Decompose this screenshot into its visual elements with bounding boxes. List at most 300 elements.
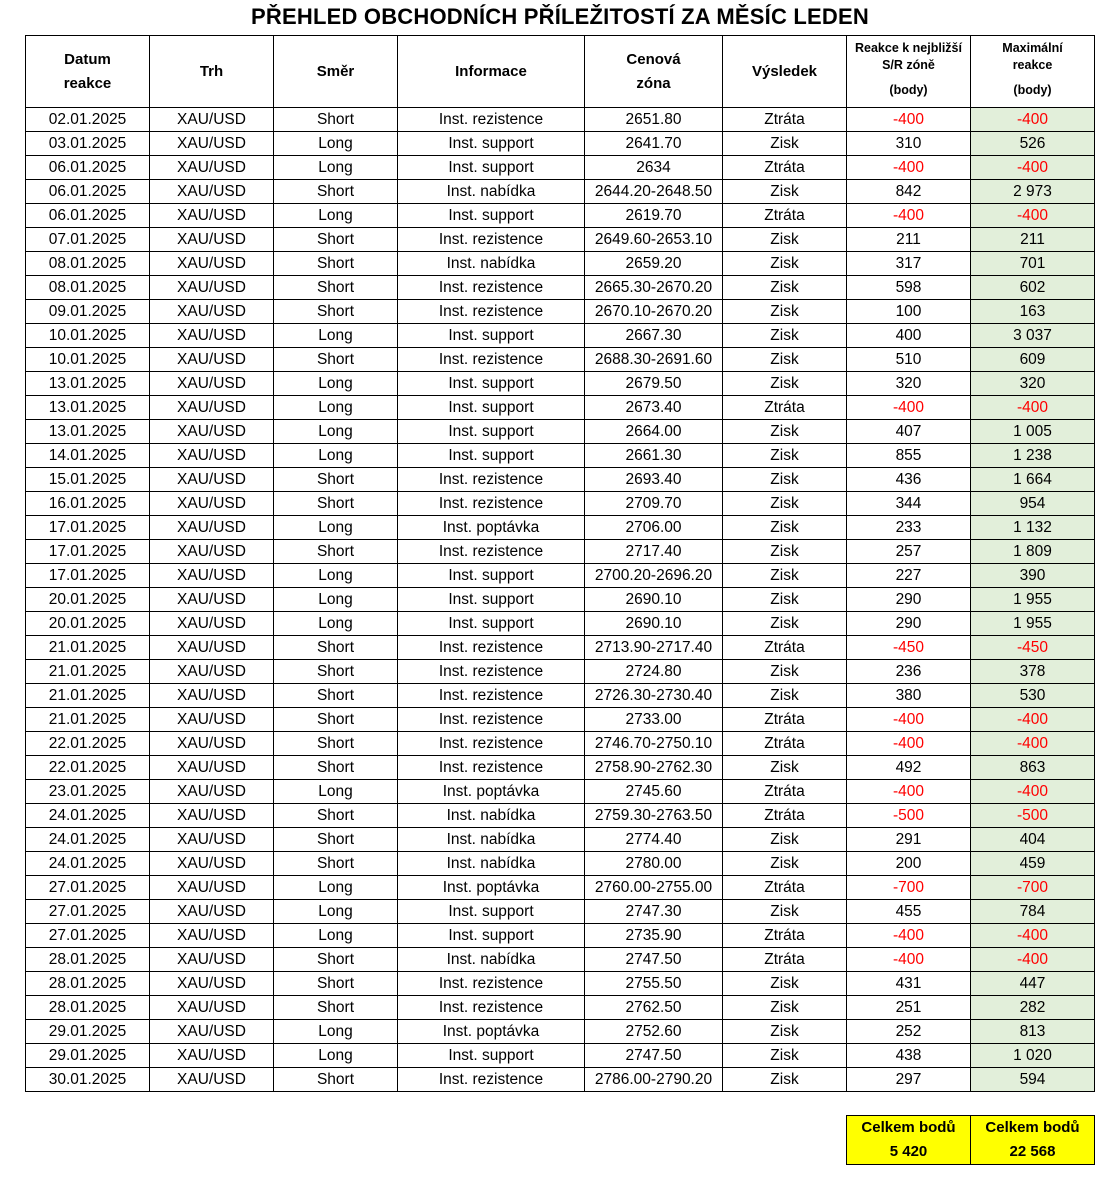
totals-row — [847, 1116, 1095, 1165]
table-row — [26, 588, 1095, 612]
cell-result: Ztráta — [723, 780, 847, 804]
cell-max: 1 132 — [971, 516, 1095, 540]
table-row — [26, 756, 1095, 780]
cell-date: 17.01.2025 — [26, 564, 150, 588]
cell-result: Zisk — [723, 1068, 847, 1092]
cell-max: 404 — [971, 828, 1095, 852]
cell-result: Ztráta — [723, 924, 847, 948]
table-row — [26, 492, 1095, 516]
cell-zone: 2661.30 — [585, 444, 723, 468]
cell-result: Zisk — [723, 996, 847, 1020]
header-max-line1: Maximální — [1002, 41, 1063, 55]
cell-info: Inst. rezistence — [398, 540, 585, 564]
cell-max: -450 — [971, 636, 1095, 660]
cell-result: Zisk — [723, 348, 847, 372]
cell-reaction: -400 — [847, 204, 971, 228]
cell-direction: Short — [274, 828, 398, 852]
header-direction: Směr — [274, 36, 398, 108]
cell-zone: 2755.50 — [585, 972, 723, 996]
cell-max: -400 — [971, 156, 1095, 180]
cell-result: Zisk — [723, 228, 847, 252]
cell-market: XAU/USD — [150, 996, 274, 1020]
cell-reaction: 438 — [847, 1044, 971, 1068]
cell-info: Inst. support — [398, 324, 585, 348]
cell-direction: Long — [274, 516, 398, 540]
cell-result: Zisk — [723, 300, 847, 324]
cell-market: XAU/USD — [150, 468, 274, 492]
cell-market: XAU/USD — [150, 204, 274, 228]
cell-zone: 2733.00 — [585, 708, 723, 732]
header-max-unit: (body) — [1013, 83, 1052, 97]
cell-result: Ztráta — [723, 804, 847, 828]
cell-zone: 2679.50 — [585, 372, 723, 396]
header-date-line2: reakce — [63, 74, 112, 92]
cell-max: 163 — [971, 300, 1095, 324]
table-body — [26, 108, 1095, 1092]
cell-zone: 2690.10 — [585, 588, 723, 612]
cell-market: XAU/USD — [150, 516, 274, 540]
cell-date: 21.01.2025 — [26, 636, 150, 660]
cell-market: XAU/USD — [150, 684, 274, 708]
cell-direction: Short — [274, 996, 398, 1020]
total-reaction-cell — [847, 1116, 971, 1165]
cell-market: XAU/USD — [150, 564, 274, 588]
cell-market: XAU/USD — [150, 732, 274, 756]
cell-market: XAU/USD — [150, 828, 274, 852]
header-max — [971, 36, 1095, 108]
cell-market: XAU/USD — [150, 300, 274, 324]
cell-result: Zisk — [723, 372, 847, 396]
cell-zone: 2634 — [585, 156, 723, 180]
cell-reaction: 290 — [847, 612, 971, 636]
cell-info: Inst. nabídka — [398, 804, 585, 828]
total-max-cell — [971, 1116, 1095, 1165]
cell-direction: Short — [274, 180, 398, 204]
cell-direction: Short — [274, 948, 398, 972]
page-title: PŘEHLED OBCHODNÍCH PŘÍLEŽITOSTÍ ZA MĚSÍC LEDEN — [251, 4, 869, 29]
cell-reaction: 455 — [847, 900, 971, 924]
cell-reaction: 344 — [847, 492, 971, 516]
cell-zone: 2706.00 — [585, 516, 723, 540]
cell-reaction: 400 — [847, 324, 971, 348]
cell-direction: Long — [274, 420, 398, 444]
cell-max: 1 005 — [971, 420, 1095, 444]
cell-direction: Short — [274, 804, 398, 828]
cell-info: Inst. support — [398, 612, 585, 636]
cell-reaction: 317 — [847, 252, 971, 276]
cell-result: Zisk — [723, 684, 847, 708]
cell-result: Zisk — [723, 588, 847, 612]
cell-reaction: 227 — [847, 564, 971, 588]
table-row — [26, 372, 1095, 396]
cell-reaction: -400 — [847, 948, 971, 972]
table-row — [26, 252, 1095, 276]
table-row — [26, 852, 1095, 876]
cell-max: 1 955 — [971, 612, 1095, 636]
table-row — [26, 1068, 1095, 1092]
cell-info: Inst. rezistence — [398, 468, 585, 492]
cell-direction: Long — [274, 588, 398, 612]
cell-max: 530 — [971, 684, 1095, 708]
cell-market: XAU/USD — [150, 180, 274, 204]
cell-direction: Short — [274, 1068, 398, 1092]
table-row — [26, 636, 1095, 660]
cell-max: 1 955 — [971, 588, 1095, 612]
table-row — [26, 708, 1095, 732]
cell-info: Inst. support — [398, 1044, 585, 1068]
cell-max: 594 — [971, 1068, 1095, 1092]
cell-reaction: 855 — [847, 444, 971, 468]
cell-date: 29.01.2025 — [26, 1020, 150, 1044]
cell-market: XAU/USD — [150, 156, 274, 180]
cell-zone: 2745.60 — [585, 780, 723, 804]
cell-result: Zisk — [723, 516, 847, 540]
header-reaction-line2: S/R zóně — [882, 58, 935, 72]
cell-result: Ztráta — [723, 636, 847, 660]
cell-zone: 2760.00-2755.00 — [585, 876, 723, 900]
cell-date: 21.01.2025 — [26, 684, 150, 708]
cell-direction: Short — [274, 228, 398, 252]
cell-market: XAU/USD — [150, 348, 274, 372]
table-row — [26, 828, 1095, 852]
table-row — [26, 516, 1095, 540]
cell-reaction: 380 — [847, 684, 971, 708]
cell-max: 1 238 — [971, 444, 1095, 468]
table-row — [26, 324, 1095, 348]
cell-max: -700 — [971, 876, 1095, 900]
table-row — [26, 924, 1095, 948]
cell-date: 20.01.2025 — [26, 612, 150, 636]
cell-date: 13.01.2025 — [26, 372, 150, 396]
cell-date: 06.01.2025 — [26, 180, 150, 204]
cell-zone: 2690.10 — [585, 612, 723, 636]
cell-max: 609 — [971, 348, 1095, 372]
cell-market: XAU/USD — [150, 948, 274, 972]
cell-date: 07.01.2025 — [26, 228, 150, 252]
table-row — [26, 420, 1095, 444]
cell-reaction: 236 — [847, 660, 971, 684]
cell-direction: Short — [274, 732, 398, 756]
cell-direction: Short — [274, 468, 398, 492]
cell-max: 701 — [971, 252, 1095, 276]
cell-market: XAU/USD — [150, 132, 274, 156]
cell-date: 10.01.2025 — [26, 324, 150, 348]
cell-reaction: -400 — [847, 732, 971, 756]
cell-zone: 2659.20 — [585, 252, 723, 276]
cell-zone: 2747.30 — [585, 900, 723, 924]
cell-reaction: 297 — [847, 1068, 971, 1092]
cell-info: Inst. rezistence — [398, 756, 585, 780]
cell-result: Zisk — [723, 444, 847, 468]
table-row — [26, 468, 1095, 492]
total-reaction-label: Celkem bodů — [861, 1119, 956, 1136]
cell-max: 526 — [971, 132, 1095, 156]
table-row — [26, 732, 1095, 756]
cell-max: 3 037 — [971, 324, 1095, 348]
cell-direction: Long — [274, 204, 398, 228]
cell-zone: 2747.50 — [585, 948, 723, 972]
cell-max: 784 — [971, 900, 1095, 924]
cell-market: XAU/USD — [150, 1020, 274, 1044]
table-row — [26, 900, 1095, 924]
table-row — [26, 948, 1095, 972]
cell-zone: 2709.70 — [585, 492, 723, 516]
header-zone-line2: zóna — [636, 74, 671, 92]
cell-reaction: 842 — [847, 180, 971, 204]
cell-reaction: 407 — [847, 420, 971, 444]
cell-direction: Short — [274, 972, 398, 996]
table-row — [26, 156, 1095, 180]
cell-reaction: 290 — [847, 588, 971, 612]
cell-direction: Long — [274, 780, 398, 804]
table-row — [26, 180, 1095, 204]
header-date-line1: Datum — [64, 50, 111, 68]
cell-result: Zisk — [723, 828, 847, 852]
cell-info: Inst. rezistence — [398, 1068, 585, 1092]
cell-date: 24.01.2025 — [26, 852, 150, 876]
cell-market: XAU/USD — [150, 924, 274, 948]
cell-reaction: 431 — [847, 972, 971, 996]
cell-zone: 2673.40 — [585, 396, 723, 420]
cell-reaction: -700 — [847, 876, 971, 900]
cell-max: 2 973 — [971, 180, 1095, 204]
cell-market: XAU/USD — [150, 804, 274, 828]
cell-info: Inst. rezistence — [398, 660, 585, 684]
cell-zone: 2664.00 — [585, 420, 723, 444]
cell-reaction: 510 — [847, 348, 971, 372]
cell-date: 28.01.2025 — [26, 948, 150, 972]
header-reaction — [847, 36, 971, 108]
cell-result: Zisk — [723, 324, 847, 348]
cell-result: Zisk — [723, 492, 847, 516]
cell-zone: 2747.50 — [585, 1044, 723, 1068]
cell-max: -400 — [971, 948, 1095, 972]
cell-market: XAU/USD — [150, 852, 274, 876]
header-market: Trh — [150, 36, 274, 108]
cell-direction: Short — [274, 492, 398, 516]
cell-market: XAU/USD — [150, 228, 274, 252]
cell-direction: Long — [274, 444, 398, 468]
table-row — [26, 108, 1095, 132]
cell-market: XAU/USD — [150, 1044, 274, 1068]
cell-direction: Long — [274, 924, 398, 948]
cell-market: XAU/USD — [150, 972, 274, 996]
cell-info: Inst. support — [398, 156, 585, 180]
cell-result: Ztráta — [723, 396, 847, 420]
cell-direction: Long — [274, 612, 398, 636]
cell-result: Zisk — [723, 564, 847, 588]
cell-direction: Long — [274, 1044, 398, 1068]
cell-date: 15.01.2025 — [26, 468, 150, 492]
total-max-label: Celkem bodů — [985, 1119, 1080, 1136]
cell-direction: Long — [274, 372, 398, 396]
cell-date: 27.01.2025 — [26, 924, 150, 948]
cell-market: XAU/USD — [150, 420, 274, 444]
cell-reaction: 211 — [847, 228, 971, 252]
cell-zone: 2665.30-2670.20 — [585, 276, 723, 300]
cell-zone: 2644.20-2648.50 — [585, 180, 723, 204]
cell-date: 24.01.2025 — [26, 804, 150, 828]
cell-market: XAU/USD — [150, 540, 274, 564]
cell-date: 13.01.2025 — [26, 396, 150, 420]
cell-result: Zisk — [723, 660, 847, 684]
table-row — [26, 228, 1095, 252]
cell-date: 21.01.2025 — [26, 660, 150, 684]
header-info: Informace — [398, 36, 585, 108]
cell-zone: 2758.90-2762.30 — [585, 756, 723, 780]
table-row — [26, 876, 1095, 900]
cell-market: XAU/USD — [150, 612, 274, 636]
cell-market: XAU/USD — [150, 252, 274, 276]
cell-date: 27.01.2025 — [26, 876, 150, 900]
cell-info: Inst. nabídka — [398, 948, 585, 972]
table-header-row — [26, 36, 1095, 108]
cell-info: Inst. rezistence — [398, 348, 585, 372]
cell-market: XAU/USD — [150, 756, 274, 780]
cell-direction: Short — [274, 108, 398, 132]
cell-reaction: -450 — [847, 636, 971, 660]
table-row — [26, 540, 1095, 564]
cell-max: 459 — [971, 852, 1095, 876]
cell-date: 28.01.2025 — [26, 996, 150, 1020]
header-max-line2: reakce — [1012, 58, 1053, 72]
cell-market: XAU/USD — [150, 900, 274, 924]
cell-info: Inst. support — [398, 132, 585, 156]
cell-reaction: -400 — [847, 708, 971, 732]
cell-result: Ztráta — [723, 108, 847, 132]
cell-info: Inst. support — [398, 924, 585, 948]
table-row — [26, 1044, 1095, 1068]
cell-zone: 2651.80 — [585, 108, 723, 132]
cell-result: Zisk — [723, 756, 847, 780]
total-max-value: 22 568 — [1009, 1143, 1056, 1160]
cell-market: XAU/USD — [150, 660, 274, 684]
cell-info: Inst. rezistence — [398, 636, 585, 660]
cell-max: 378 — [971, 660, 1095, 684]
cell-info: Inst. rezistence — [398, 108, 585, 132]
cell-zone: 2713.90-2717.40 — [585, 636, 723, 660]
table-row — [26, 396, 1095, 420]
cell-market: XAU/USD — [150, 492, 274, 516]
cell-direction: Short — [274, 756, 398, 780]
cell-info: Inst. support — [398, 900, 585, 924]
cell-date: 22.01.2025 — [26, 756, 150, 780]
cell-date: 13.01.2025 — [26, 420, 150, 444]
cell-zone: 2774.40 — [585, 828, 723, 852]
cell-info: Inst. nabídka — [398, 252, 585, 276]
cell-market: XAU/USD — [150, 444, 274, 468]
cell-max: 813 — [971, 1020, 1095, 1044]
cell-date: 27.01.2025 — [26, 900, 150, 924]
cell-direction: Long — [274, 156, 398, 180]
cell-date: 23.01.2025 — [26, 780, 150, 804]
cell-info: Inst. support — [398, 444, 585, 468]
cell-zone: 2746.70-2750.10 — [585, 732, 723, 756]
cell-info: Inst. support — [398, 588, 585, 612]
cell-result: Zisk — [723, 900, 847, 924]
cell-result: Zisk — [723, 468, 847, 492]
cell-result: Ztráta — [723, 156, 847, 180]
cell-market: XAU/USD — [150, 876, 274, 900]
cell-date: 20.01.2025 — [26, 588, 150, 612]
cell-info: Inst. support — [398, 204, 585, 228]
cell-info: Inst. rezistence — [398, 708, 585, 732]
cell-result: Zisk — [723, 252, 847, 276]
cell-info: Inst. nabídka — [398, 828, 585, 852]
cell-info: Inst. support — [398, 372, 585, 396]
cell-result: Zisk — [723, 1044, 847, 1068]
cell-zone: 2726.30-2730.40 — [585, 684, 723, 708]
table-row — [26, 444, 1095, 468]
cell-zone: 2780.00 — [585, 852, 723, 876]
cell-result: Zisk — [723, 540, 847, 564]
cell-direction: Short — [274, 540, 398, 564]
cell-direction: Short — [274, 252, 398, 276]
cell-date: 02.01.2025 — [26, 108, 150, 132]
table-row — [26, 204, 1095, 228]
cell-date: 24.01.2025 — [26, 828, 150, 852]
cell-reaction: 492 — [847, 756, 971, 780]
cell-date: 10.01.2025 — [26, 348, 150, 372]
cell-direction: Long — [274, 132, 398, 156]
table-row — [26, 996, 1095, 1020]
cell-date: 16.01.2025 — [26, 492, 150, 516]
cell-reaction: -400 — [847, 156, 971, 180]
cell-date: 08.01.2025 — [26, 276, 150, 300]
cell-market: XAU/USD — [150, 276, 274, 300]
cell-result: Zisk — [723, 612, 847, 636]
cell-result: Zisk — [723, 1020, 847, 1044]
cell-reaction: 291 — [847, 828, 971, 852]
cell-zone: 2762.50 — [585, 996, 723, 1020]
header-date — [26, 36, 150, 108]
cell-date: 14.01.2025 — [26, 444, 150, 468]
cell-reaction: 233 — [847, 516, 971, 540]
cell-zone: 2717.40 — [585, 540, 723, 564]
cell-info: Inst. nabídka — [398, 852, 585, 876]
cell-result: Ztráta — [723, 708, 847, 732]
cell-max: -400 — [971, 396, 1095, 420]
cell-direction: Long — [274, 876, 398, 900]
cell-market: XAU/USD — [150, 588, 274, 612]
header-zone — [585, 36, 723, 108]
cell-date: 30.01.2025 — [26, 1068, 150, 1092]
cell-date: 17.01.2025 — [26, 516, 150, 540]
cell-direction: Long — [274, 396, 398, 420]
cell-max: 1 664 — [971, 468, 1095, 492]
table-row — [26, 1020, 1095, 1044]
table-row — [26, 132, 1095, 156]
cell-info: Inst. rezistence — [398, 996, 585, 1020]
header-zone-line1: Cenová — [626, 50, 681, 68]
cell-direction: Short — [274, 660, 398, 684]
cell-zone: 2688.30-2691.60 — [585, 348, 723, 372]
cell-zone: 2670.10-2670.20 — [585, 300, 723, 324]
cell-direction: Short — [274, 636, 398, 660]
opportunities-table — [25, 35, 1095, 1092]
cell-date: 28.01.2025 — [26, 972, 150, 996]
total-reaction-value: 5 420 — [889, 1143, 928, 1160]
cell-max: 954 — [971, 492, 1095, 516]
cell-direction: Short — [274, 684, 398, 708]
cell-zone: 2752.60 — [585, 1020, 723, 1044]
cell-info: Inst. rezistence — [398, 492, 585, 516]
cell-market: XAU/USD — [150, 636, 274, 660]
header-result: Výsledek — [723, 36, 847, 108]
cell-reaction: 436 — [847, 468, 971, 492]
cell-info: Inst. support — [398, 420, 585, 444]
cell-result: Ztráta — [723, 876, 847, 900]
